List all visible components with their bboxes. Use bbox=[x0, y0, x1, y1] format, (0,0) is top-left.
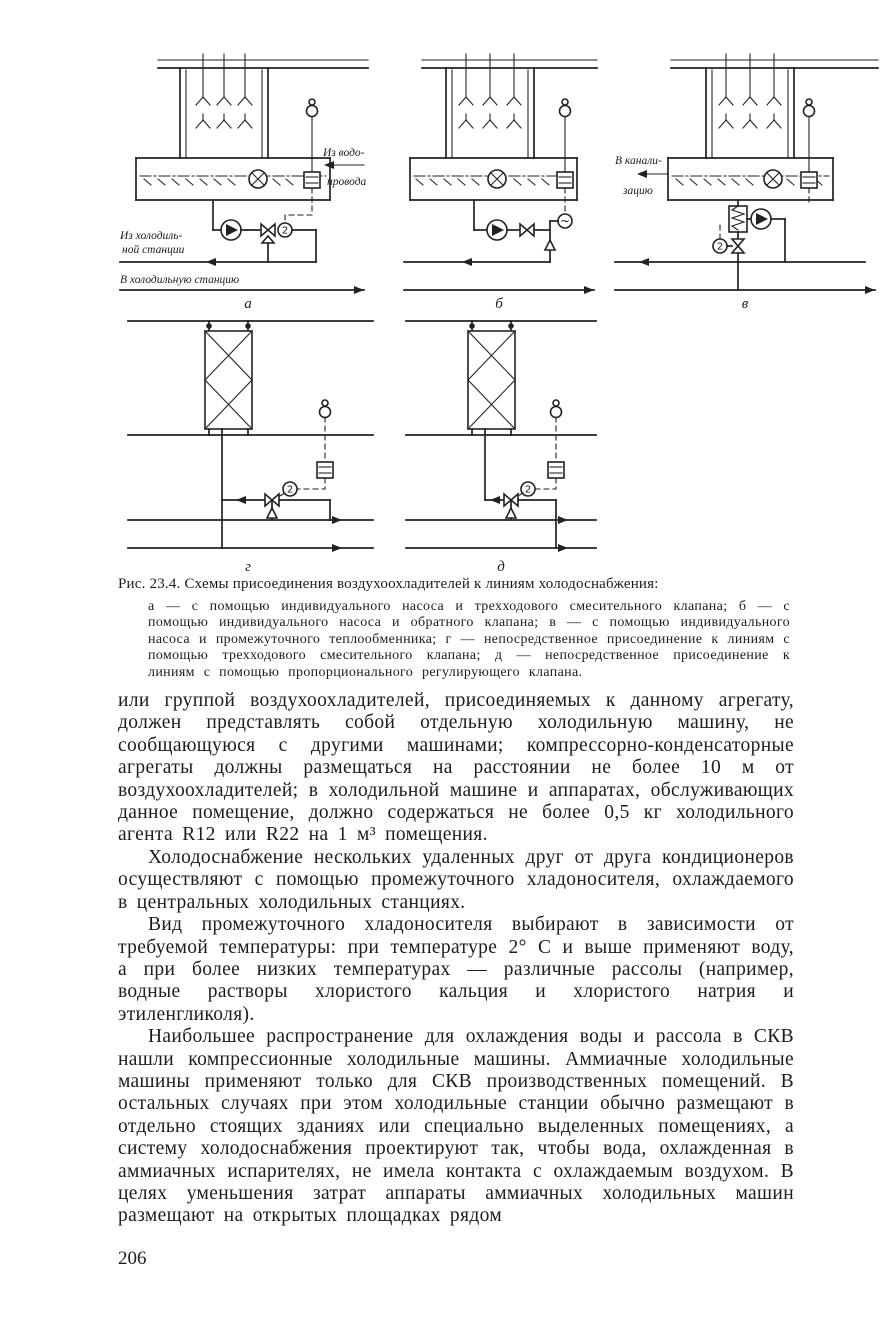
diagram-a bbox=[118, 52, 368, 310]
actuator-symbol: 2 bbox=[281, 225, 289, 237]
heat-exchanger-icon bbox=[729, 200, 747, 239]
control-line bbox=[285, 188, 312, 222]
figure-caption-details: а — с помощью индивидуального насоса и трехходового смесительного клапана; б — с помощью индивидуального насоса и обратного клапана; в — с помощью индивидуального насоса и промежуточного теплообменника; г — непосредственное присоединение к линиям с помощью трехходового смесительного клапана; д — непосредственное присоединение к линиям с помощью пропорционального регулирующего клапана. bbox=[148, 599, 790, 680]
paragraph-2: Холодоснабжение нескольких удаленных друг от друга кондиционеров осуществляют с помощью промежуточного хладоносителя, охлаждаемого в центральных холодильных станциях. bbox=[118, 846, 794, 913]
valve-actuator-icon bbox=[278, 223, 292, 237]
shutoff-valve-icon bbox=[520, 224, 550, 236]
diagram-letter-a: а bbox=[244, 296, 252, 312]
control-valve-icon bbox=[732, 239, 744, 290]
pressure-regulator-icon bbox=[298, 400, 333, 489]
diagram-v bbox=[613, 52, 878, 310]
float-valve-icon bbox=[304, 99, 320, 188]
valve-actuator-icon bbox=[516, 482, 535, 497]
return-line bbox=[406, 544, 596, 552]
diagram-d bbox=[406, 315, 596, 573]
diagram-g bbox=[128, 315, 373, 573]
label-from-station-1: Из холодиль- bbox=[120, 230, 183, 242]
paragraph-3: Вид промежуточного хладоносителя выбирают в зависимости от требуемой температуры: при температуре 2° С и выше применяют воду, а при более низких температурах — различные рассолы (например, водные растворы хлористого кальция и хлористого натрия и этиленгликоля). bbox=[118, 914, 794, 1025]
check-valve-icon bbox=[545, 221, 555, 262]
strainer-icon bbox=[249, 170, 267, 188]
regulator-motor-icon bbox=[550, 214, 572, 228]
cooling-coil-icon bbox=[468, 321, 515, 435]
diagram-letter-g: г bbox=[245, 559, 251, 575]
pump-icon bbox=[747, 209, 785, 262]
supply-line bbox=[120, 258, 316, 266]
cooling-coil-icon bbox=[205, 321, 252, 435]
sewer-drain-arrow bbox=[637, 170, 668, 178]
water-basin bbox=[136, 158, 330, 200]
return-line bbox=[128, 544, 373, 552]
page-number: 206 bbox=[118, 1247, 147, 1269]
supply-line bbox=[404, 258, 550, 266]
paragraph-1: или группой воздухоохладителей, присоединяемых к данному агрегату, должен представлять собой отдельную холодильную машину, не сообщающуюся с другими машинами; компрессорно-конденсаторные агрегаты должны размещаться на расстоянии не более 10 м от воздухоохладителей; в холодильной машине и аппаратах, обслуживающих данное помещение, должно содержаться не более 0,5 кг холодильного агента R12 или R22 на 1 м³ помещения. bbox=[118, 690, 794, 846]
actuator-symbol: 2 bbox=[286, 484, 294, 496]
diagram-letter-v: в bbox=[741, 296, 749, 312]
spray-nozzles-icon bbox=[459, 54, 521, 128]
label-from-water-1: Из водо- bbox=[323, 147, 365, 159]
pump-icon bbox=[474, 200, 520, 240]
actuator-symbol: 2 bbox=[716, 241, 724, 253]
three-way-valve-icon bbox=[222, 494, 330, 520]
text-column bbox=[118, 576, 794, 1270]
air-duct-lines bbox=[422, 60, 597, 68]
valve-actuator-icon bbox=[278, 482, 297, 497]
diagram-letter-d: д bbox=[497, 559, 505, 575]
supply-line bbox=[128, 516, 373, 524]
label-to-station: В холодильную станцию bbox=[120, 274, 240, 286]
label-from-station-2: ной станции bbox=[122, 244, 185, 256]
strainer-icon bbox=[764, 170, 782, 188]
motor-symbol: ~ bbox=[559, 214, 571, 228]
label-to-sewer-1: В канали- bbox=[615, 155, 662, 167]
supply-line bbox=[615, 258, 865, 266]
label-to-sewer-2: зацию bbox=[623, 185, 653, 197]
return-line bbox=[615, 286, 875, 294]
pump-icon bbox=[213, 200, 261, 240]
figure-caption-title: Рис. 23.4. Схемы присоединения воздухоохладителей к линиям холодоснабжения: bbox=[118, 576, 659, 592]
proportional-valve-icon bbox=[485, 494, 556, 548]
paragraph-4: Наибольшее распространение для охлаждения воды и рассола в СКВ нашли компрессионные холодильные машины. Аммиачные холодильные машины применяют только для СКВ производственных помещений. В остальных случаях при этом холодильные станции обычно размещают в отдельно стоящих зданиях или специально выделенных помещениях, а систему холодоснабжения проектируют так, чтобы вода, охлажденная в аммиачных испарителях, не имела контакта с охлаждаемым воздухом. В целях уменьшения затрат аппараты аммиачных холодильных машин размещают на открытых площадках рядом bbox=[118, 1026, 794, 1227]
body-text bbox=[118, 690, 794, 1228]
diagram-letter-b: б bbox=[495, 296, 503, 312]
label-from-water-2: провода bbox=[327, 176, 367, 188]
air-duct-lines bbox=[158, 60, 368, 68]
strainer-icon bbox=[488, 170, 506, 188]
spray-nozzles-icon bbox=[719, 54, 781, 128]
return-line bbox=[404, 286, 594, 294]
three-way-valve-icon bbox=[261, 224, 275, 262]
spray-nozzles-icon bbox=[196, 54, 252, 128]
actuator-symbol: 2 bbox=[524, 484, 532, 496]
float-valve-icon bbox=[557, 99, 573, 188]
pressure-regulator-icon bbox=[536, 400, 564, 489]
supply-line bbox=[406, 516, 596, 524]
float-valve-icon bbox=[801, 99, 817, 204]
diagram-b bbox=[402, 52, 597, 310]
return-line bbox=[120, 286, 364, 294]
